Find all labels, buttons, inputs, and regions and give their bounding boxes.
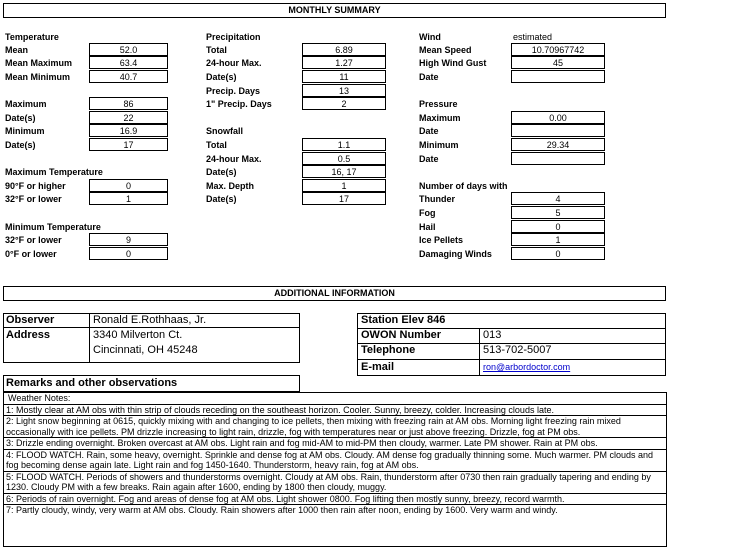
temp-max-date-value: 22: [89, 111, 168, 124]
precip-days-value: 13: [302, 84, 386, 97]
days-thunder-value: 4: [511, 192, 605, 205]
temp-max-date-label: Date(s): [5, 113, 36, 123]
temp-mean-min-label: Mean Minimum: [5, 72, 71, 82]
precip-24h-label: 24-hour Max.: [206, 58, 262, 68]
additional-info-header: ADDITIONAL INFORMATION: [3, 286, 666, 301]
max-90-label: 90°F or higher: [5, 181, 66, 191]
max-temperature-title: Maximum Temperature: [5, 167, 103, 177]
precip-24h-value: 1.27: [302, 56, 386, 69]
weather-note-6: 6: Periods of rain overnight. Fog and areas of dense fog at AM obs. Light shower 0800. Fog lifting then mostly sunny, breezy, record warmth.: [4, 494, 666, 506]
temp-mean-min-value: 40.7: [89, 70, 168, 83]
days-ice-label: Ice Pellets: [419, 235, 464, 245]
max-32-value: 1: [89, 192, 168, 205]
wind-date-label: Date: [419, 72, 439, 82]
days-with-title: Number of days with: [419, 181, 508, 191]
days-hail-value: 0: [511, 220, 605, 233]
pressure-min-value: 29.34: [511, 138, 605, 151]
temperature-title: Temperature: [5, 32, 59, 42]
temp-mean-max-value: 63.4: [89, 56, 168, 69]
weather-note-1: 1: Mostly clear at AM obs with thin strip of clouds receding on the southeast horizon. Cooler. Sunny, breezy, colder. Increasing clouds late.: [4, 405, 666, 417]
precip-days-label: Precip. Days: [206, 86, 261, 96]
temp-mean-value: 52.0: [89, 43, 168, 56]
pressure-min-date-value: [511, 152, 605, 165]
address-label: Address: [6, 329, 51, 341]
remarks-title-box: [3, 375, 300, 392]
wind-mean-label: Mean Speed: [419, 45, 472, 55]
pressure-max-date-label: Date: [419, 126, 439, 136]
weather-note-4: 4: FLOOD WATCH. Rain, some heavy, overnight. Sprinkle and dense fog at AM obs. Cloudy. AM dense fog gradually thinning some. Much warmer. PM clouds and fog becoming dense again late. Light rain and fog 1450-1640. Thunderstorm, heavy rain, fog at AM obs.: [4, 450, 666, 472]
weather-notes-label: Weather Notes:: [4, 393, 666, 405]
days-wind-value: 0: [511, 247, 605, 260]
snow-date-value: 16, 17: [302, 165, 386, 178]
precip-1in-days-value: 2: [302, 97, 386, 110]
precip-1in-days-label: 1" Precip. Days: [206, 99, 272, 109]
days-ice-value: 1: [511, 233, 605, 246]
snow-total-value: 1.1: [302, 138, 386, 151]
pressure-min-label: Minimum: [419, 140, 459, 150]
temp-minimum-value: 16.9: [89, 124, 168, 137]
wind-estimated-note: estimated: [513, 32, 553, 42]
snow-depth-value: 1: [302, 179, 386, 192]
snow-depth-date-value: 17: [302, 192, 386, 205]
temp-maximum-value: 86: [89, 97, 168, 110]
weather-note-5: 5: FLOOD WATCH. Periods of showers and thunderstorms overnight. Cloudy at AM obs. Rain, thunderstorm after 0730 then rain gradually tapering and ending by 1230. Cloudy PM with a few breaks. Rain again after 1600, ending by 1800 then cloudy, muggy.: [4, 472, 666, 494]
wind-gust-label: High Wind Gust: [419, 58, 487, 68]
snow-24h-value: 0.5: [302, 152, 386, 165]
precip-date-label: Date(s): [206, 72, 237, 82]
email-link[interactable]: ron@arbordoctor.com: [483, 362, 571, 372]
weather-note-2: 2: Light snow beginning at 0615, quickly mixing with and changing to ice pellets, then mixing with freezing rain at AM obs. Morning light freezing rain mixed occasionally with ice pellets. PM drizzle increasing to light rain, drizzle, fog with temperatures near or just above freezing. Drizzle, fog at PM obs.: [4, 416, 666, 438]
temp-minimum-label: Minimum: [5, 126, 45, 136]
station-box: [357, 313, 666, 376]
precipitation-title: Precipitation: [206, 32, 261, 42]
pressure-min-date-label: Date: [419, 154, 439, 164]
temp-mean-max-label: Mean Maximum: [5, 58, 73, 68]
precip-date-value: 11: [302, 70, 386, 83]
min-0-label: 0°F or lower: [5, 249, 57, 259]
observer-value: Ronald E.Rothhaas, Jr.: [93, 314, 207, 326]
snow-date-label: Date(s): [206, 167, 237, 177]
telephone-label: Telephone: [361, 344, 416, 356]
pressure-title: Pressure: [419, 99, 458, 109]
remarks-title: Remarks and other observations: [6, 377, 178, 389]
pressure-max-date-value: [511, 124, 605, 137]
min-0-value: 0: [89, 247, 168, 260]
temp-mean-label: Mean: [5, 45, 29, 55]
pressure-max-value: 0.00: [511, 111, 605, 124]
temp-min-date-label: Date(s): [5, 140, 36, 150]
days-wind-label: Damaging Winds: [419, 249, 492, 259]
owon-label: OWON Number: [361, 329, 442, 341]
snow-total-label: Total: [206, 140, 227, 150]
observer-box: [3, 313, 300, 363]
days-thunder-label: Thunder: [419, 194, 455, 204]
max-32-label: 32°F or lower: [5, 194, 62, 204]
weather-note-3: 3: Drizzle ending overnight. Broken overcast at AM obs. Light rain and fog mid-AM to mid-PM then cloudy, warmer. Late PM shower. Rain at PM obs.: [4, 438, 666, 450]
days-fog-value: 5: [511, 206, 605, 219]
snow-24h-label: 24-hour Max.: [206, 154, 262, 164]
wind-date-value: [511, 70, 605, 83]
monthly-summary-header: MONTHLY SUMMARY: [3, 3, 666, 18]
email-label: E-mail: [361, 361, 395, 373]
max-90-value: 0: [89, 179, 168, 192]
days-hail-label: Hail: [419, 222, 436, 232]
temp-maximum-label: Maximum: [5, 99, 47, 109]
wind-gust-value: 45: [511, 56, 605, 69]
min-32-label: 32°F or lower: [5, 235, 62, 245]
days-fog-label: Fog: [419, 208, 436, 218]
pressure-max-label: Maximum: [419, 113, 461, 123]
wind-mean-value: 10.70967742: [511, 43, 605, 56]
weather-notes: [3, 392, 667, 547]
weather-note-7: 7: Partly cloudy, windy, very warm at AM obs. Cloudy. Rain showers after 1000 then rain after noon, ending by 1600. Very warm and windy.: [6, 505, 558, 515]
snow-depth-label: Max. Depth: [206, 181, 255, 191]
precip-total-label: Total: [206, 45, 227, 55]
owon-value: 013: [483, 329, 502, 341]
address-line2: Cincinnati, OH 45248: [93, 344, 198, 356]
telephone-value: 513-702-5007: [483, 344, 552, 356]
min-32-value: 9: [89, 233, 168, 246]
precip-total-value: 6.89: [302, 43, 386, 56]
station-elev-label: Station Elev 846: [361, 314, 446, 326]
observer-label: Observer: [6, 314, 55, 326]
address-line1: 3340 Milverton Ct.: [93, 329, 183, 341]
snow-depth-date-label: Date(s): [206, 194, 237, 204]
snowfall-title: Snowfall: [206, 126, 244, 136]
wind-title: Wind: [419, 32, 441, 42]
min-temperature-title: Minimum Temperature: [5, 222, 101, 232]
temp-min-date-value: 17: [89, 138, 168, 151]
